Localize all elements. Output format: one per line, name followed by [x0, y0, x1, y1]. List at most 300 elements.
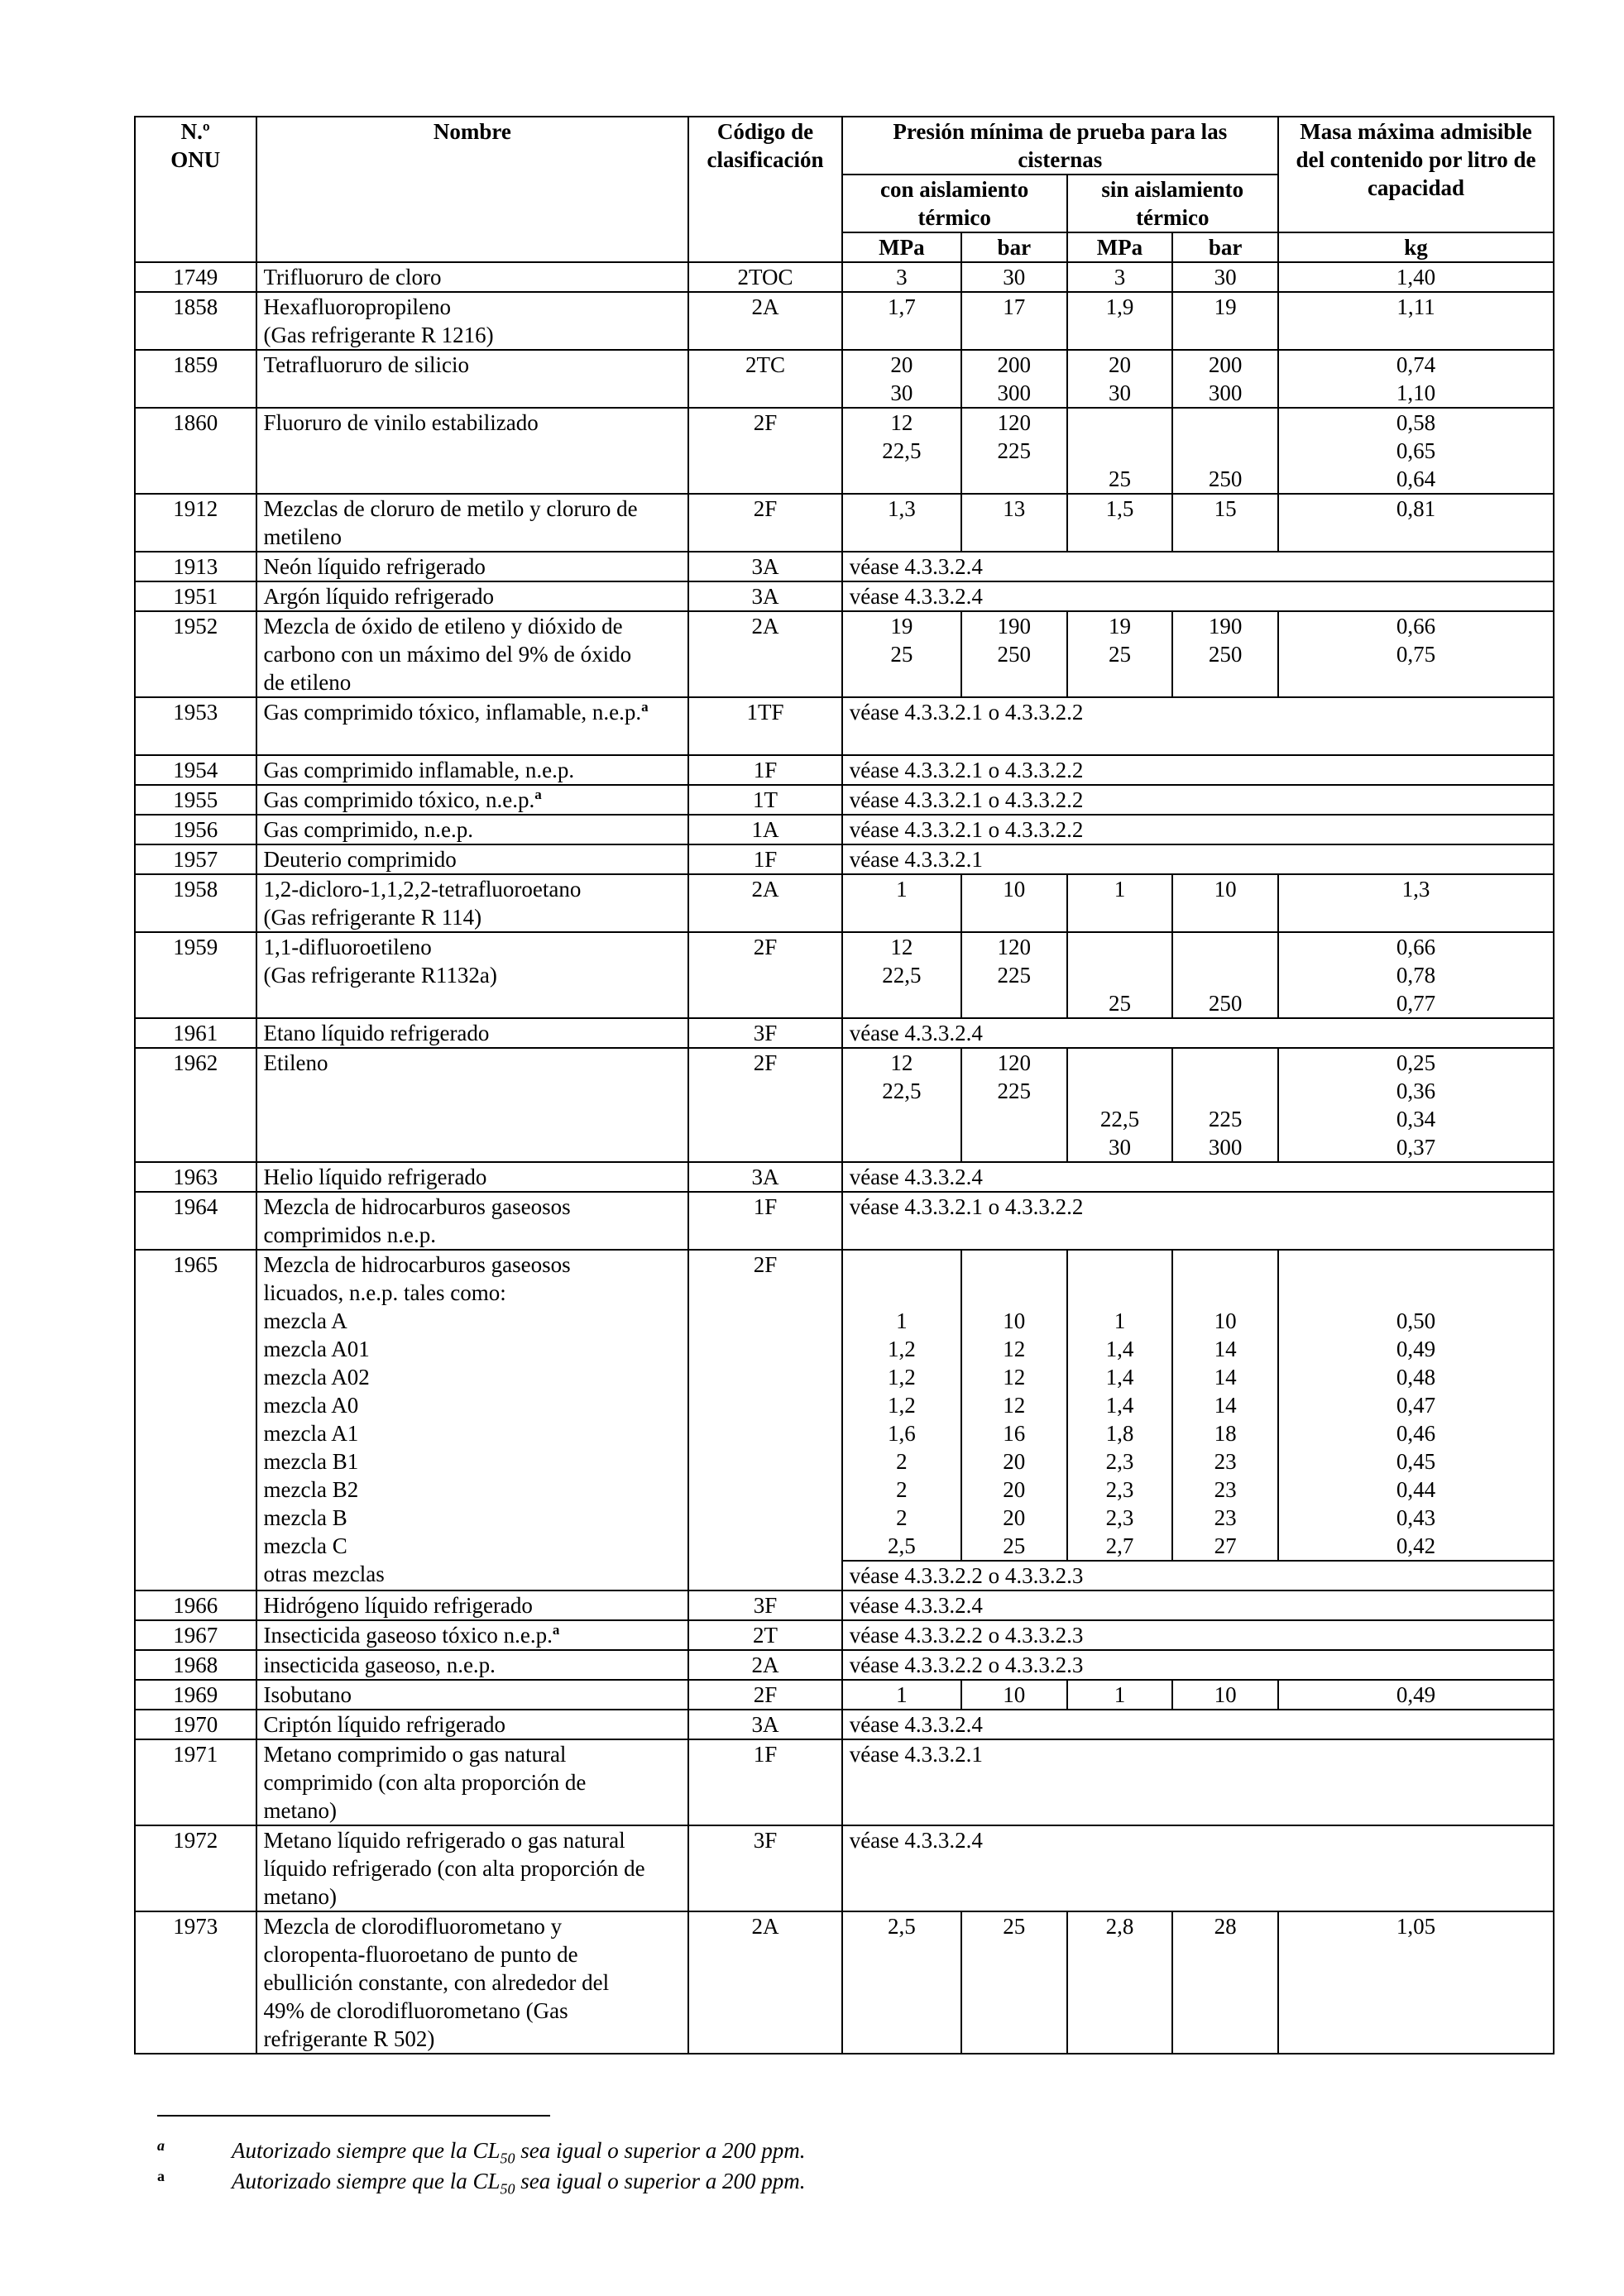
- mpa-insulated-value: 2: [896, 1477, 908, 1502]
- classification-code: 1T: [753, 787, 778, 812]
- footnote-reference: a: [552, 1622, 560, 1638]
- max-mass-value: 0,34: [1396, 1107, 1436, 1131]
- un-number: 1859: [173, 352, 218, 377]
- mpa-insulated-cell: [842, 262, 961, 292]
- name-cell: [256, 1911, 689, 2054]
- max-mass-value: 0,46: [1396, 1421, 1436, 1446]
- reference-cell: [842, 1561, 1554, 1590]
- name-line: mezcla A02: [263, 1365, 370, 1390]
- classification-code-cell: [688, 1911, 841, 2054]
- reference-cell: [842, 815, 1554, 844]
- max-mass-value: 1,11: [1396, 294, 1435, 319]
- table-row: [135, 494, 1554, 552]
- mpa-uninsulated-value: 1,4: [1105, 1337, 1134, 1361]
- name-cell: [256, 932, 689, 1018]
- bar-insulated-cell: [961, 262, 1067, 292]
- classification-code: 1F: [753, 758, 778, 782]
- classification-code-cell: [688, 932, 841, 1018]
- bar-insulated-value: 20: [1003, 1449, 1026, 1474]
- un-number: 1969: [173, 1682, 218, 1707]
- name-line: Hexafluoropropileno: [263, 294, 451, 319]
- max-mass-cell: [1278, 611, 1554, 697]
- name-line: ebullición constante, con alrededor del: [263, 1970, 610, 1995]
- name-line: Gas comprimido, n.e.p.: [263, 817, 473, 842]
- mpa-uninsulated-value: 1: [1114, 1308, 1126, 1333]
- reference-cell: [842, 785, 1554, 815]
- mpa-insulated-value: 1: [896, 1308, 908, 1333]
- mpa-insulated-value: [850, 1251, 954, 1279]
- name-line: 49% de clorodifluorometano (Gas: [263, 1998, 568, 2023]
- footnote-text-part: sea igual o superior a 200 ppm.: [515, 2169, 806, 2193]
- mpa-insulated-value: 2,5: [887, 1914, 916, 1939]
- un-number-cell: [135, 874, 256, 932]
- name-cell: [256, 874, 689, 932]
- bar-uninsulated-value: 27: [1214, 1533, 1237, 1558]
- un-number-cell: [135, 1048, 256, 1162]
- bar-uninsulated-value: [1180, 1049, 1271, 1077]
- mpa-uninsulated-cell: [1067, 1680, 1173, 1710]
- classification-code-cell: [688, 1018, 841, 1048]
- mpa-uninsulated-value: 1,9: [1105, 294, 1134, 319]
- mpa-uninsulated-value: [1075, 1251, 1166, 1279]
- bar-insulated-cell: [961, 874, 1067, 932]
- un-number: 1965: [173, 1252, 218, 1277]
- mpa-insulated-value: 12: [890, 1050, 913, 1075]
- reference-cell: [842, 1018, 1554, 1048]
- mpa-uninsulated-value: 1,8: [1105, 1421, 1134, 1446]
- reference-cell: [842, 1825, 1554, 1911]
- mpa-uninsulated-value: [1075, 961, 1166, 989]
- name-line: Etano líquido refrigerado: [263, 1021, 490, 1045]
- mpa-insulated-value: 22,5: [882, 963, 922, 988]
- name-line: Mezcla de clorodifluorometano y: [263, 1914, 563, 1939]
- mpa-uninsulated-value: 25: [1108, 642, 1131, 667]
- bar-insulated-value: 120: [997, 410, 1032, 435]
- reference-cell: [842, 1710, 1554, 1739]
- max-mass-value: 0,48: [1396, 1365, 1436, 1390]
- table-row: [135, 552, 1554, 581]
- table-row: [135, 581, 1554, 611]
- un-number: 1954: [173, 758, 218, 782]
- mpa-uninsulated-value: 22,5: [1099, 1107, 1140, 1131]
- bar-insulated-value: [969, 1105, 1060, 1133]
- bar-insulated-value: 225: [997, 438, 1032, 463]
- mpa-insulated-value: 1,7: [887, 294, 916, 319]
- name-line: insecticida gaseoso, n.e.p.: [263, 1653, 496, 1677]
- bar-insulated-cell: [961, 1250, 1067, 1561]
- max-mass-cell: [1278, 1680, 1554, 1710]
- bar-insulated-value: 17: [1003, 294, 1026, 319]
- footnote-text: [232, 2167, 806, 2198]
- mpa-uninsulated-value: [1075, 1279, 1166, 1307]
- bar-uninsulated-value: 300: [1208, 1135, 1243, 1160]
- un-number-cell: [135, 350, 256, 408]
- mpa-uninsulated-value: 2,7: [1105, 1533, 1134, 1558]
- name-line: Gas comprimido tóxico, n.e.p.$^a$: [263, 787, 542, 812]
- mpa-uninsulated-cell: [1067, 932, 1173, 1018]
- classification-code: 1TF: [746, 700, 784, 725]
- un-number-cell: [135, 1650, 256, 1680]
- table-row: [135, 1825, 1554, 1911]
- max-mass-cell: [1278, 292, 1554, 350]
- bar-uninsulated-value: 10: [1214, 877, 1237, 902]
- un-number: 1971: [173, 1742, 218, 1767]
- mpa-insulated-value: [850, 989, 954, 1017]
- footnote-reference: a: [534, 787, 542, 802]
- name-line: metano): [263, 1798, 337, 1823]
- mpa-insulated-value: 2: [896, 1505, 908, 1530]
- footnote-subscript: 50: [500, 2150, 515, 2167]
- name-line: de etileno: [263, 670, 352, 695]
- footnote-text-part: Autorizado siempre que la CL: [232, 2138, 501, 2163]
- name-line: Mezcla de hidrocarburos gaseosos: [263, 1252, 571, 1277]
- un-number-cell: [135, 494, 256, 552]
- classification-code-cell: [688, 350, 841, 408]
- max-mass-cell: [1278, 350, 1554, 408]
- bar-insulated-value: [969, 1251, 1060, 1279]
- table-row: [135, 815, 1554, 844]
- max-mass-cell: [1278, 1250, 1554, 1561]
- mpa-insulated-value: 2,5: [887, 1533, 916, 1558]
- classification-code-cell: [688, 1162, 841, 1192]
- classification-code: 3F: [753, 1828, 778, 1853]
- name-line: 1,1-difluoroetileno: [263, 935, 432, 959]
- bar-insulated-value: 10: [1003, 877, 1026, 902]
- classification-code: 3F: [753, 1021, 778, 1045]
- table-row: [135, 292, 1554, 350]
- bar-uninsulated-value: [1180, 961, 1271, 989]
- bar-insulated-value: 25: [1003, 1533, 1026, 1558]
- max-mass-value: 0,49: [1396, 1682, 1436, 1707]
- bar-uninsulated-value: 14: [1214, 1365, 1237, 1390]
- un-number-cell: [135, 1018, 256, 1048]
- un-number-cell: [135, 262, 256, 292]
- bar-insulated-cell: [961, 350, 1067, 408]
- max-mass-value: 0,44: [1396, 1477, 1436, 1502]
- bar-insulated-cell: [961, 408, 1067, 494]
- max-mass-value: 0,64: [1396, 466, 1436, 491]
- footnote-text: [232, 2136, 806, 2167]
- name-line: líquido refrigerado (con alta proporción de: [263, 1856, 645, 1881]
- classification-code: 1F: [753, 1194, 778, 1219]
- reference-text: véase 4.3.3.2.1 o 4.3.3.2.2: [849, 700, 1084, 725]
- name-line: mezcla A0: [263, 1393, 359, 1418]
- mpa-insulated-value: 1: [896, 877, 908, 902]
- classification-code-cell: [688, 1620, 841, 1650]
- max-mass-value: 0,66: [1396, 935, 1436, 959]
- reference-text: véase 4.3.3.2.1: [849, 1742, 983, 1767]
- classification-code-cell: [688, 755, 841, 785]
- mpa-insulated-value: 19: [890, 614, 913, 639]
- classification-code: 2T: [753, 1623, 778, 1648]
- header-un-number: N.º ONU: [135, 117, 256, 262]
- header-name: Nombre: [256, 117, 689, 262]
- mpa-insulated-cell: [842, 494, 961, 552]
- header-classification-code: Código de clasificación: [688, 117, 841, 262]
- classification-code: 3A: [751, 554, 779, 579]
- table-row: [135, 262, 1554, 292]
- un-number-cell: [135, 581, 256, 611]
- mpa-insulated-value: [850, 465, 954, 493]
- table-row: [135, 1192, 1554, 1250]
- name-line: (Gas refrigerante R 1216): [263, 323, 494, 347]
- un-number: 1964: [173, 1194, 218, 1219]
- mpa-insulated-value: 12: [890, 410, 913, 435]
- mpa-uninsulated-value: 2,3: [1105, 1477, 1134, 1502]
- name-cell: [256, 1590, 689, 1620]
- bar-insulated-value: 200: [997, 352, 1032, 377]
- bar-uninsulated-value: 225: [1208, 1107, 1243, 1131]
- un-number: 1961: [173, 1021, 218, 1045]
- mpa-insulated-cell: [842, 292, 961, 350]
- bar-insulated-value: 250: [997, 642, 1032, 667]
- mpa-uninsulated-cell: [1067, 1911, 1173, 2054]
- max-mass-cell: [1278, 932, 1554, 1018]
- max-mass-value: 1,40: [1396, 265, 1436, 289]
- max-mass-value: 0,42: [1396, 1533, 1436, 1558]
- classification-code-cell: [688, 1590, 841, 1620]
- un-number: 1973: [173, 1914, 218, 1939]
- bar-insulated-cell: [961, 1048, 1067, 1162]
- header-unit-bar: bar: [1172, 232, 1278, 262]
- table-row: [135, 1250, 1554, 1561]
- max-mass-value: [1286, 1279, 1546, 1307]
- name-cell: [256, 1739, 689, 1825]
- mpa-insulated-value: 22,5: [882, 1079, 922, 1103]
- table-row: [135, 1590, 1554, 1620]
- classification-code: 2TC: [745, 352, 786, 377]
- table-row: [135, 932, 1554, 1018]
- un-number: 1962: [173, 1050, 218, 1075]
- mpa-insulated-value: 1,2: [887, 1365, 916, 1390]
- un-number-cell: [135, 1250, 256, 1590]
- un-number: 1963: [173, 1165, 218, 1189]
- un-number-cell: [135, 292, 256, 350]
- mpa-uninsulated-value: 25: [1108, 466, 1131, 491]
- table-row: [135, 1710, 1554, 1739]
- name-line: mezcla B2: [263, 1477, 359, 1502]
- mpa-uninsulated-value: 2,8: [1105, 1914, 1134, 1939]
- max-mass-value: 0,78: [1396, 963, 1436, 988]
- classification-code-cell: [688, 1739, 841, 1825]
- classification-code-cell: [688, 785, 841, 815]
- bar-uninsulated-cell: [1172, 1680, 1278, 1710]
- classification-code-cell: [688, 1192, 841, 1250]
- name-line: carbono con un máximo del 9% de óxido: [263, 642, 632, 667]
- reference-cell: [842, 1162, 1554, 1192]
- un-number-cell: [135, 1192, 256, 1250]
- name-line: mezcla A01: [263, 1337, 370, 1361]
- reference-text: véase 4.3.3.2.4: [849, 554, 983, 579]
- table-row: [135, 1048, 1554, 1162]
- bar-insulated-value: 300: [997, 380, 1032, 405]
- max-mass-value: 0,65: [1396, 438, 1436, 463]
- name-line: comprimido (con alta proporción de: [263, 1770, 587, 1795]
- bar-uninsulated-value: 14: [1214, 1337, 1237, 1361]
- mpa-uninsulated-value: 2,3: [1105, 1505, 1134, 1530]
- bar-uninsulated-value: 250: [1208, 466, 1243, 491]
- table-row: [135, 1739, 1554, 1825]
- name-line: Metano líquido refrigerado o gas natural: [263, 1828, 625, 1853]
- header-unit-mpa: MPa: [1067, 232, 1173, 262]
- name-cell: [256, 697, 689, 755]
- bar-insulated-value: 225: [997, 963, 1032, 988]
- bar-uninsulated-value: 10: [1214, 1682, 1237, 1707]
- name-line: Isobutano: [263, 1682, 352, 1707]
- mpa-insulated-value: 3: [896, 265, 908, 289]
- bar-uninsulated-value: 23: [1214, 1449, 1237, 1474]
- footnote-marker: a: [157, 2168, 165, 2184]
- table-row: [135, 408, 1554, 494]
- mpa-insulated-value: [850, 1279, 954, 1307]
- name-line: Mezcla de hidrocarburos gaseosos: [263, 1194, 571, 1219]
- reference-text: véase 4.3.3.2.4: [849, 1165, 983, 1189]
- bar-uninsulated-value: [1180, 1251, 1271, 1279]
- name-line: (Gas refrigerante R 114): [263, 905, 482, 930]
- bar-uninsulated-value: [1180, 1077, 1271, 1105]
- classification-code-cell: [688, 1680, 841, 1710]
- mpa-insulated-value: 1: [896, 1682, 908, 1707]
- bar-uninsulated-cell: [1172, 874, 1278, 932]
- bar-insulated-value: 190: [997, 614, 1032, 639]
- bar-insulated-cell: [961, 932, 1067, 1018]
- classification-code: 2F: [753, 1252, 778, 1277]
- dangerous-goods-table: [134, 116, 1555, 2054]
- classification-code-cell: [688, 408, 841, 494]
- classification-code: 1F: [753, 1742, 778, 1767]
- mpa-uninsulated-value: [1075, 1049, 1166, 1077]
- table-row: [135, 697, 1554, 755]
- mpa-uninsulated-value: 20: [1108, 352, 1131, 377]
- un-number: 1858: [173, 294, 218, 319]
- name-cell: [256, 1162, 689, 1192]
- name-line: Mezcla de óxido de etileno y dióxido de: [263, 614, 623, 639]
- bar-uninsulated-cell: [1172, 262, 1278, 292]
- footnote-text-part: Autorizado siempre que la CL: [232, 2169, 501, 2193]
- name-line: Trifluoruro de cloro: [263, 265, 442, 289]
- bar-insulated-value: 16: [1003, 1421, 1026, 1446]
- max-mass-value: 0,43: [1396, 1505, 1436, 1530]
- name-cell: [256, 1710, 689, 1739]
- table-row: [135, 350, 1554, 408]
- max-mass-value: 0,45: [1396, 1449, 1436, 1474]
- max-mass-cell: [1278, 262, 1554, 292]
- footnote-subscript: 50: [500, 2180, 515, 2198]
- mpa-uninsulated-value: 1,4: [1105, 1365, 1134, 1390]
- bar-insulated-value: 25: [1003, 1914, 1026, 1939]
- mpa-uninsulated-value: 25: [1108, 991, 1131, 1016]
- table-row: [135, 611, 1554, 697]
- bar-uninsulated-cell: [1172, 611, 1278, 697]
- un-number-cell: [135, 755, 256, 785]
- mpa-insulated-cell: [842, 1911, 961, 2054]
- reference-cell: [842, 1192, 1554, 1250]
- header-unit-mpa: MPa: [842, 232, 961, 262]
- classification-code-cell: [688, 1710, 841, 1739]
- bar-insulated-value: 120: [997, 1050, 1032, 1075]
- mpa-uninsulated-cell: [1067, 611, 1173, 697]
- bar-uninsulated-value: 15: [1214, 496, 1237, 521]
- un-number-cell: [135, 1739, 256, 1825]
- table-row: [135, 1162, 1554, 1192]
- bar-uninsulated-value: 190: [1208, 614, 1243, 639]
- name-cell: [256, 262, 689, 292]
- reference-text: véase 4.3.3.2.1 o 4.3.3.2.2: [849, 758, 1084, 782]
- bar-uninsulated-value: 23: [1214, 1505, 1237, 1530]
- un-number-cell: [135, 1590, 256, 1620]
- mpa-uninsulated-value: [1075, 409, 1166, 437]
- bar-uninsulated-value: 200: [1208, 352, 1243, 377]
- mpa-uninsulated-cell: [1067, 874, 1173, 932]
- classification-code: 2F: [753, 1682, 778, 1707]
- table-header: [135, 117, 1554, 262]
- reference-text: véase 4.3.3.2.4: [849, 1828, 983, 1853]
- classification-code: 3A: [751, 1165, 779, 1189]
- bar-insulated-value: 10: [1003, 1308, 1026, 1333]
- un-number-cell: [135, 1680, 256, 1710]
- mpa-uninsulated-cell: [1067, 292, 1173, 350]
- mpa-uninsulated-cell: [1067, 262, 1173, 292]
- mpa-uninsulated-value: 3: [1114, 265, 1126, 289]
- un-number-cell: [135, 1162, 256, 1192]
- table-row: [135, 1680, 1554, 1710]
- bar-uninsulated-value: [1180, 1279, 1271, 1307]
- mpa-uninsulated-value: 1: [1114, 877, 1126, 902]
- name-cell: [256, 581, 689, 611]
- reference-text: véase 4.3.3.2.2 o 4.3.3.2.3: [849, 1623, 1084, 1648]
- name-line: mezcla B1: [263, 1449, 359, 1474]
- max-mass-cell: [1278, 874, 1554, 932]
- name-line: metileno: [263, 524, 342, 549]
- classification-code: 2F: [753, 496, 778, 521]
- footnote-marker: a: [157, 2137, 165, 2154]
- name-line: Criptón líquido refrigerado: [263, 1712, 505, 1737]
- un-number: 1958: [173, 877, 218, 902]
- name-cell: [256, 552, 689, 581]
- mpa-insulated-cell: [842, 408, 961, 494]
- classification-code-cell: [688, 1650, 841, 1680]
- max-mass-value: 0,49: [1396, 1337, 1436, 1361]
- max-mass-cell: [1278, 1048, 1554, 1162]
- table-row: [135, 1911, 1554, 2054]
- table-row: [135, 755, 1554, 785]
- bar-insulated-cell: [961, 292, 1067, 350]
- bar-insulated-value: [969, 1133, 1060, 1161]
- mpa-insulated-cell: [842, 932, 961, 1018]
- name-line: Neón líquido refrigerado: [263, 554, 486, 579]
- classification-code: 3F: [753, 1593, 778, 1618]
- mpa-uninsulated-value: 1: [1114, 1682, 1126, 1707]
- mpa-insulated-value: [850, 1105, 954, 1133]
- classification-code-cell: [688, 1825, 841, 1911]
- footnote-text-part: sea igual o superior a 200 ppm.: [515, 2138, 806, 2163]
- bar-insulated-value: 225: [997, 1079, 1032, 1103]
- un-number-cell: [135, 1911, 256, 2054]
- name-line: comprimidos n.e.p.: [263, 1222, 436, 1247]
- max-mass-value: 0,81: [1396, 496, 1436, 521]
- un-number: 1956: [173, 817, 218, 842]
- bar-uninsulated-cell: [1172, 932, 1278, 1018]
- mpa-uninsulated-value: 1,4: [1105, 1393, 1134, 1418]
- name-line: Fluoruro de vinilo estabilizado: [263, 410, 539, 435]
- mpa-insulated-value: 22,5: [882, 438, 922, 463]
- bar-insulated-value: 20: [1003, 1477, 1026, 1502]
- mpa-uninsulated-cell: [1067, 494, 1173, 552]
- reference-text: véase 4.3.3.2.1 o 4.3.3.2.2: [849, 787, 1084, 812]
- mpa-insulated-value: [850, 1133, 954, 1161]
- name-line: mezcla A1: [263, 1421, 359, 1446]
- bar-uninsulated-value: 250: [1208, 991, 1243, 1016]
